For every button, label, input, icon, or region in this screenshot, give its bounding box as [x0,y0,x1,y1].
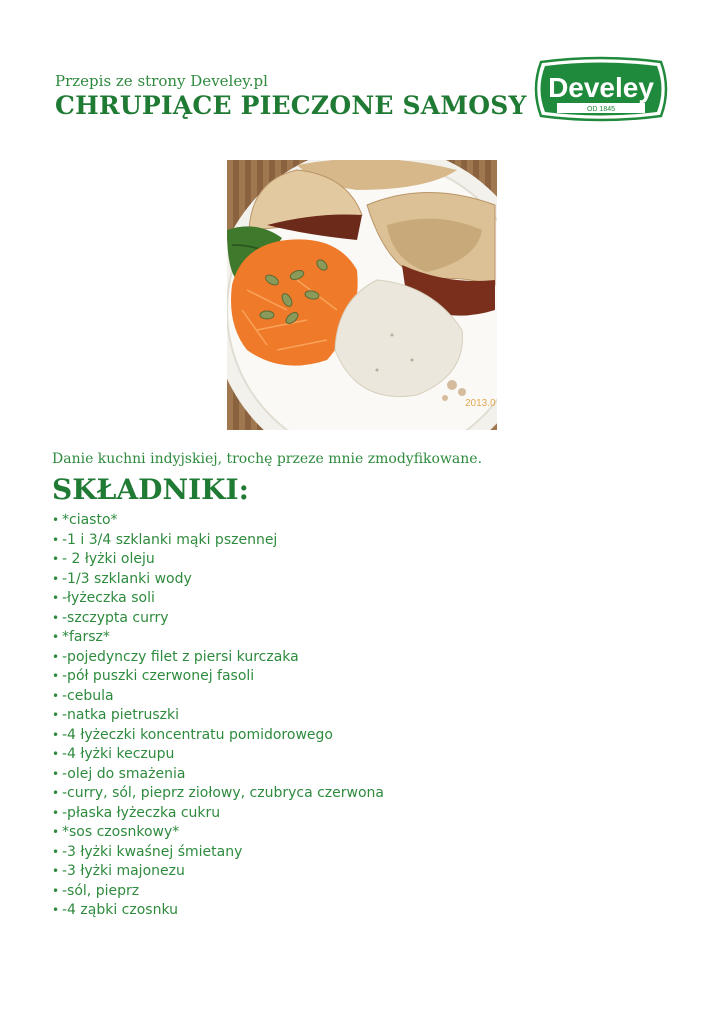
intro-text: Danie kuchni indyjskiej, trochę przeze mnie zmodyfikowane. [52,451,483,467]
ingredient-text: -4 łyżeczki koncentratu pomidorowego [62,726,333,743]
ingredient-text: -płaska łyżeczka cukru [62,804,221,821]
bullet-icon: • [52,786,60,800]
ingredient-item [52,609,384,629]
ingredient-item [52,667,384,687]
bullet-icon: • [52,903,60,917]
bullet-icon: • [52,805,60,820]
page-title: CHRUPIĄCE PIECZONE SAMOSY [55,91,527,120]
ingredient-text: *sos czosnkowy* [62,824,180,840]
ingredient-text: -3 łyżki kwaśnej śmietany [62,843,243,860]
ingredient-item [52,706,384,726]
ingredients-list [52,511,384,921]
bullet-icon: • [52,844,60,859]
ingredient-text: *ciasto* [62,512,118,528]
ingredient-text: -1 i 3/4 szklanki mąki pszennej [62,531,278,548]
ingredient-text: - 2 łyżki oleju [62,551,155,567]
ingredients-heading: SKŁADNIKI: [52,473,249,506]
bullet-icon: • [52,591,60,605]
ingredient-text: -1/3 szklanki wody [62,570,192,587]
ingredient-text: -4 ząbki czosnku [62,902,178,918]
bullet-icon: • [52,825,60,839]
bullet-icon: • [52,552,60,566]
ingredient-item [52,648,384,668]
ingredient-text: -4 łyżki keczupu [62,746,175,762]
ingredient-item [52,687,384,707]
ingredient-text: -sól, pieprz [62,882,140,899]
bullet-icon: • [52,532,60,547]
source-line: Przepis ze strony Develey.pl [55,72,268,90]
bullet-icon: • [52,649,60,664]
ingredient-item [52,882,384,902]
ingredient-item [52,843,384,863]
bullet-icon: • [52,630,60,644]
ingredient-text: -curry, sól, pieprz ziołowy, czubryca czerwona [62,785,384,801]
bullet-icon: • [52,513,60,527]
ingredient-text: -3 łyżki majonezu [62,863,185,879]
ingredient-item [52,628,384,648]
logo-since: OD 1845 [586,106,616,113]
bullet-icon: • [52,571,60,586]
ingredient-item [52,550,384,570]
ingredient-text: -pół puszki czerwonej fasoli [62,668,255,684]
ingredient-text: -cebula [62,687,114,704]
ingredient-text: -olej do smażenia [62,765,186,782]
ingredient-item [52,726,384,746]
bullet-icon: • [52,747,60,761]
ingredient-item [52,823,384,843]
logo-wordmark: Develey [548,72,654,103]
bullet-icon: • [52,864,60,878]
bullet-icon: • [52,610,60,625]
ingredient-text: -szczypta curry [62,609,169,626]
ingredient-item [52,570,384,590]
bullet-icon: • [52,669,60,683]
ingredient-item [52,784,384,804]
bullet-icon: • [52,766,60,781]
bullet-icon: • [52,727,60,742]
ingredient-item [52,901,384,921]
bullet-icon: • [52,688,60,703]
ingredient-item [52,531,384,551]
photo-watermark: 2013.0 [465,398,496,409]
ingredient-item [52,862,384,882]
ingredient-text: -łyżeczka soli [62,590,155,606]
ingredient-item [52,804,384,824]
bullet-icon: • [52,708,60,722]
ingredient-item [52,765,384,785]
bullet-icon: • [52,883,60,898]
samosa-photo [227,160,497,430]
develey-logo [531,56,671,122]
ingredient-text: *farsz* [62,629,110,645]
ingredient-text: -pojedynczy filet z piersi kurczaka [62,648,299,665]
ingredient-text: -natka pietruszki [62,707,180,723]
ingredient-item [52,589,384,609]
ingredient-item [52,511,384,531]
ingredient-item [52,745,384,765]
